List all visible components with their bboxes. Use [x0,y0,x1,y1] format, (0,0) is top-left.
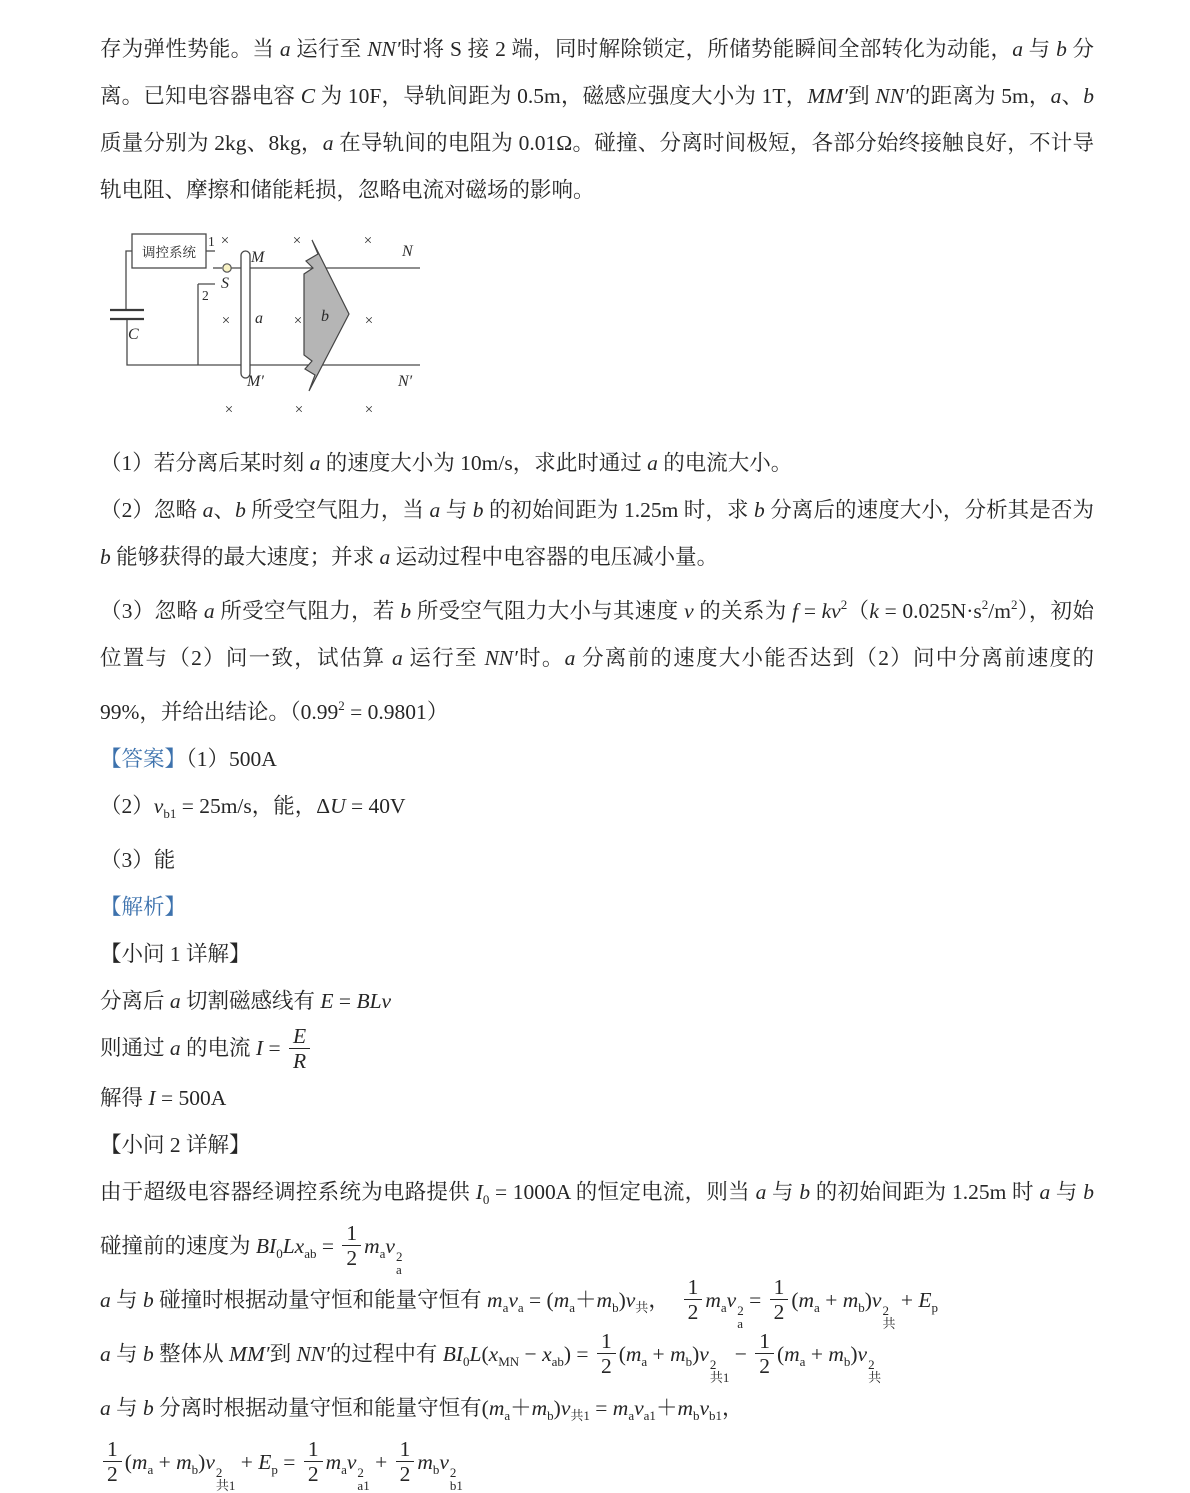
sup-sub-stack: 2 a1 [357,1464,370,1493]
text-run: ( [791,1287,799,1312]
text-run: a [1050,84,1062,108]
text-run: a [202,498,214,522]
text-run: b [685,1353,693,1369]
text-run: a [379,545,391,569]
text-run: b [1083,84,1094,108]
text-run: ab [304,1245,317,1261]
field-cross-icon: × [294,402,304,418]
text-run: a [100,1341,111,1366]
fraction: $\frac{1}{2}$ [597,1329,616,1378]
contact-2-label: 2 [202,288,209,303]
intro-paragraph [100,26,1094,214]
text-run: + [369,1449,393,1474]
text-run: a [502,1299,509,1315]
answer-line-3 [100,837,1094,884]
text-run: v [153,794,164,818]
text-run: 所受空气阻力，当 [245,498,430,522]
text-run: ) [618,1287,626,1312]
analysis-header [100,884,1094,931]
text-run: 与 [110,1341,144,1366]
text-run: m [798,1287,815,1312]
text-run: = 0.025N·s [878,599,982,623]
text-run: 碰撞时根据动量守恒和能量守恒有 [153,1287,488,1312]
text-run: BI [442,1341,464,1366]
text-run: 的恒定电流，则当 [570,1179,756,1204]
text-run: m [784,1341,800,1366]
text-run: 运行至 [290,37,368,61]
text-run: m [553,1287,570,1312]
text-run: ) [850,1341,858,1366]
text-run: = [333,989,357,1013]
text-run: 切割磁感线有 [180,989,321,1013]
text-run: a [799,1353,806,1369]
text-run: 分离前的速度大小能否达到（2）问中分离前速度的 99%，并给出结论。（0.99 [100,646,1094,724]
text-run: v [699,1395,710,1420]
text-run: a [429,498,441,522]
text-run: E [320,989,334,1013]
text-run: （ [847,599,870,623]
text-run: v [684,599,694,623]
text-run: 运动过程中电容器的电压减小量。 [390,545,719,569]
text-run: b [799,1179,811,1204]
text-run: 【解析】 [100,895,187,919]
text-run: v [508,1287,518,1312]
text-run: 质量分别为 2kg、8kg， [100,131,323,155]
text-run: b [143,1341,154,1366]
text-run: 【答案】 [100,747,187,771]
text-run: BI [255,1233,277,1258]
text-run: 的过程中有 [329,1341,443,1366]
question-2 [100,487,1094,581]
text-run: x [542,1341,552,1366]
text-run: p [271,1461,278,1477]
text-run: b [100,545,111,569]
field-cross-icon: × [364,402,374,418]
fraction: $\frac{1}{2}$ [103,1437,122,1486]
solution-2-line-5 [100,1439,1094,1493]
text-run: v [699,1341,709,1366]
circuit-diagram [102,224,1094,428]
text-run: m [842,1287,859,1312]
text-run: b [547,1407,554,1423]
text-run: − [519,1341,543,1366]
solution-2-line-4 [100,1385,1094,1439]
fraction: $\frac{1}{2}$ [684,1275,703,1324]
text-run: m [488,1395,505,1420]
text-run: b [432,1461,440,1477]
text-run: a [504,1407,511,1423]
field-cross-icon: × [364,313,374,329]
fraction: $\frac{1}{2}$ [396,1437,415,1486]
text-run: b [692,1407,700,1423]
fraction: $\frac{1}{2}$ [304,1437,323,1486]
text-run: a [379,1245,386,1261]
text-run: 【小问 1 详解】 [100,942,251,966]
text-run: k [869,599,879,623]
text-run: + [805,1341,829,1366]
text-run: b [191,1461,199,1477]
text-run: 的初始间距为 1.25m 时，求 [483,498,754,522]
text-run: m [677,1395,693,1420]
text-run: m [828,1341,844,1366]
text-run: f [792,599,799,623]
text-run: = 40V [345,794,406,818]
text-run: v [634,1395,644,1420]
contact-1-label: 1 [208,234,215,249]
text-run: b [235,498,246,522]
text-run: b [400,599,412,623]
text-run: a [279,37,291,61]
text-run: m [325,1449,342,1474]
text-run: 到 [269,1341,297,1366]
text-run: a [641,1353,648,1369]
text-run: 的初始间距为 1.25m 时 [810,1179,1040,1204]
solution-2-line-1 [100,1169,1094,1277]
text-run: NN′ [296,1341,330,1366]
solution-1-line-2 [100,1025,1094,1075]
text-run: m [176,1449,192,1474]
rod-a-label: a [255,310,263,327]
text-run: E [918,1287,932,1312]
text-run: （1）若分离后某时刻 [100,451,310,475]
text-run: m [705,1287,721,1312]
field-cross-icon: × [224,402,234,418]
text-run: ） [426,700,449,724]
text-run: = [589,1395,613,1420]
text-run: ) [198,1449,206,1474]
text-run: 能够获得的最大速度；并求 [110,545,380,569]
label-N: N [402,243,413,260]
switch-label: S [221,275,229,292]
switch-pivot [223,264,231,272]
text-run: m [596,1287,613,1312]
text-run: ( [481,1341,489,1366]
text-run: ＋ [575,1287,597,1312]
text-run: a [720,1299,727,1315]
text-run: = 0.9801 [344,700,427,724]
text-run: 与 [1050,1179,1084,1204]
text-run: + [235,1449,259,1474]
text-run: a [203,599,215,623]
text-run: 解得 [100,1085,149,1110]
text-run: v [857,1341,868,1366]
text-run: 时将 S 接 2 端，同时解除锁定，所储势能瞬间全部转化为动能， [400,37,1013,61]
text-run: v [205,1449,215,1474]
text-run: 由于超级电容器经调控系统为电路提供 [100,1179,476,1204]
solution-2-line-3 [100,1331,1094,1385]
text-run: = 1000A [489,1179,571,1204]
text-run: U [330,794,346,818]
text-run: 分离后 [100,989,170,1013]
text-run: kv [821,599,841,623]
question-1 [100,440,1094,487]
text-run: 0 [482,1191,490,1207]
text-run: ) [864,1287,872,1312]
text-run: ， [722,1395,744,1420]
text-run: + [895,1287,919,1312]
control-system-label: 调控系统 [142,245,196,260]
text-run: BLv [356,989,392,1013]
text-run: 运行至 [402,646,485,670]
text-run: a [517,1299,524,1315]
text-run: 0 [276,1245,283,1261]
text-run: v [871,1287,882,1312]
text-run: a [564,646,576,670]
text-run: 2 [840,597,848,612]
solution-section [100,440,1094,1493]
solution-1-line-1 [100,978,1094,1025]
sup-sub-stack: 2 共1 [709,1356,730,1385]
text-run: m [625,1341,642,1366]
text-run: = ( [523,1287,554,1312]
text-run: E [258,1449,272,1474]
text-run: − [729,1341,753,1366]
text-run: MM′ [229,1341,270,1366]
text-run: 、 [213,498,236,522]
text-run: 2 [1011,597,1018,612]
text-run: b [1083,1179,1094,1204]
text-run: = [798,599,822,623]
text-run: 分离。已知电容器电容 [100,37,1094,108]
text-run: （1）500A [186,747,277,771]
text-run: （3）忽略 [100,599,204,623]
text-run: 分离后的速度大小，分析其是否为 [764,498,1094,522]
text-run: b1 [709,1407,723,1423]
solution-2-line-2 [100,1277,1094,1331]
text-run: 在导轨间的电阻为 0.01Ω。碰撞、分离时间极短，各部分始终接触良好，不计导轨电阻、摩擦和储能耗损，忽略电流对磁场的影响。 [100,131,1094,202]
text-run: b1 [163,806,177,821]
text-run: （2）忽略 [100,498,203,522]
text-run: a [755,1179,767,1204]
text-run: = 25m/s [176,794,252,818]
text-run: 时。 [517,646,565,670]
text-run: 与 [110,1395,144,1420]
text-run: MM′ [807,84,848,108]
text-run: ) = [563,1341,594,1366]
solution-1-line-3 [100,1075,1094,1122]
text-run: （2） [100,794,154,818]
text-run: 与 [1023,37,1057,61]
block-b-label: b [321,308,329,325]
sup-sub-stack: 2 a [395,1248,403,1277]
text-run: ( [776,1341,785,1366]
wire-left [126,251,132,310]
question-3 [100,581,1094,736]
text-run: a [647,451,658,475]
text-run: a [814,1299,820,1315]
text-run: a [392,646,403,670]
text-run: ＋ [510,1395,532,1420]
text-run: a [1012,37,1023,61]
sup-sub-stack: 2 共 [868,1356,882,1385]
text-run: 整体从 [153,1341,230,1366]
text-run: a [100,1287,111,1312]
text-run: 的电流 [180,1036,256,1060]
text-run: v [560,1395,571,1420]
text-run: 的关系为 [693,599,793,623]
text-run: 、 [1061,84,1084,108]
fraction: $\frac{1}{2}$ [755,1329,774,1378]
text-run: v [346,1449,357,1474]
text-run: 所受空气阻力大小与其速度 [411,599,685,623]
field-cross-icon: × [220,233,230,249]
wire-bottom-rail [127,319,420,365]
text-run: m [670,1341,686,1366]
text-run: 存为弹性势能。当 [100,37,280,61]
text-run: m [487,1287,503,1312]
text-run: b [754,498,765,522]
text-run: b [858,1299,865,1315]
text-run: + [819,1287,843,1312]
text-run: 的速度大小为 10m/s，求此时通过 [320,451,648,475]
text-run: 所受空气阻力，若 [214,599,401,623]
label-N-prime: N′ [398,373,413,390]
label-M-prime: M′ [247,373,264,390]
answer-line-2 [100,783,1094,837]
text-run: b [143,1395,154,1420]
subquestion-2-header [100,1122,1094,1169]
text-run: 与 [440,498,473,522]
text-run: （3）能 [100,848,176,872]
text-run: MN [498,1353,520,1369]
text-run: v [385,1233,395,1258]
text-run: m [612,1395,629,1420]
text-run: 的电流大小。 [657,451,793,475]
text-run: 2 [338,698,345,713]
text-run: m [531,1395,548,1420]
text-run: = [277,1449,301,1474]
text-run: 【小问 2 详解】 [100,1132,251,1157]
sup-sub-stack: 2 b1 [449,1464,463,1493]
text-run: 共 [635,1299,649,1315]
text-run: a [341,1461,347,1477]
text-run: ， [648,1287,681,1312]
text-run: v [439,1449,449,1474]
text-run: Δ [316,794,331,818]
text-run: m [131,1449,148,1474]
text-run: NN′ [367,37,401,61]
answer-line-1 [100,736,1094,783]
field-cross-icon: × [363,233,373,249]
text-run: + [647,1341,671,1366]
text-run: b [612,1299,619,1315]
text-run: 的距离为 5m， [908,84,1051,108]
text-run: ），初始位置与（2）问一致，试估算 [100,599,1094,670]
text-run: I [255,1036,264,1060]
text-run: ( [124,1449,132,1474]
subquestion-1-header [100,931,1094,978]
intro-section [100,26,1094,214]
sup-sub-stack: 2 共1 [215,1464,236,1493]
text-run: 分离时根据动量守恒和能量守恒有( [153,1395,489,1420]
text-run: a1 [643,1407,656,1423]
text-run: ＋ [655,1395,678,1420]
text-run: a [628,1407,635,1423]
text-run: /m [988,599,1011,623]
text-run: + [153,1449,177,1474]
text-run: ) [553,1395,561,1420]
circuit-diagram-svg [102,224,532,422]
text-run: 碰撞前的速度为 [100,1233,256,1258]
text-run: C [300,84,316,108]
fraction: $\frac{1}{2}$ [770,1275,789,1324]
text-run: 与 [110,1287,144,1312]
text-run: 2 [981,597,989,612]
text-run: 为 10F，导轨间距为 0.5m，磁感应强度大小为 1T， [315,84,808,108]
text-run: a [1039,1179,1051,1204]
text-run: b [1056,37,1067,61]
text-run: L [469,1341,482,1366]
label-M: M [251,249,265,266]
text-run: = [743,1287,767,1312]
text-run: NN′ [484,646,518,670]
text-run: = [263,1036,286,1060]
sup-sub-stack: 2 a [737,1302,744,1331]
text-run: x [488,1341,499,1366]
text-run: 则通过 [100,1036,170,1060]
text-run: Lx [282,1233,305,1258]
text-run: p [931,1299,938,1315]
text-run: = 500A [155,1085,227,1110]
text-run: 与 [766,1179,800,1204]
text-run: b [472,498,484,522]
text-run: NN′ [875,84,909,108]
text-run: 共1 [570,1407,590,1423]
text-run: m [364,1233,380,1258]
text-run: v [625,1287,636,1312]
text-run: ，能， [251,794,317,818]
fraction: $\frac{E}{R}$ [289,1024,310,1073]
field-cross-icon: × [292,233,302,249]
text-run: ( [618,1341,626,1366]
text-run: ab [551,1353,564,1369]
text-run: a [169,989,181,1013]
text-run: b [843,1353,851,1369]
text-run: = [316,1233,340,1258]
text-run: I [475,1179,483,1204]
text-run: a [569,1299,576,1315]
text-run: 到 [847,84,876,108]
field-cross-icon: × [221,313,231,329]
text-run: m [417,1449,433,1474]
text-run: v [726,1287,737,1312]
text-run: I [148,1085,156,1110]
text-run: a [322,131,334,155]
text-run: 0 [463,1353,470,1369]
fraction: $\frac{1}{2}$ [342,1221,361,1270]
text-run: b [143,1287,154,1312]
text-run: a [169,1036,181,1060]
field-cross-icon: × [293,313,303,329]
sup-sub-stack: 2 共 [882,1302,896,1331]
text-run: a [147,1461,154,1477]
text-run: a [309,451,321,475]
capacitor-label: C [128,326,139,343]
text-run: a [100,1395,111,1420]
rod-a [241,251,250,378]
text-run: ) [692,1341,700,1366]
